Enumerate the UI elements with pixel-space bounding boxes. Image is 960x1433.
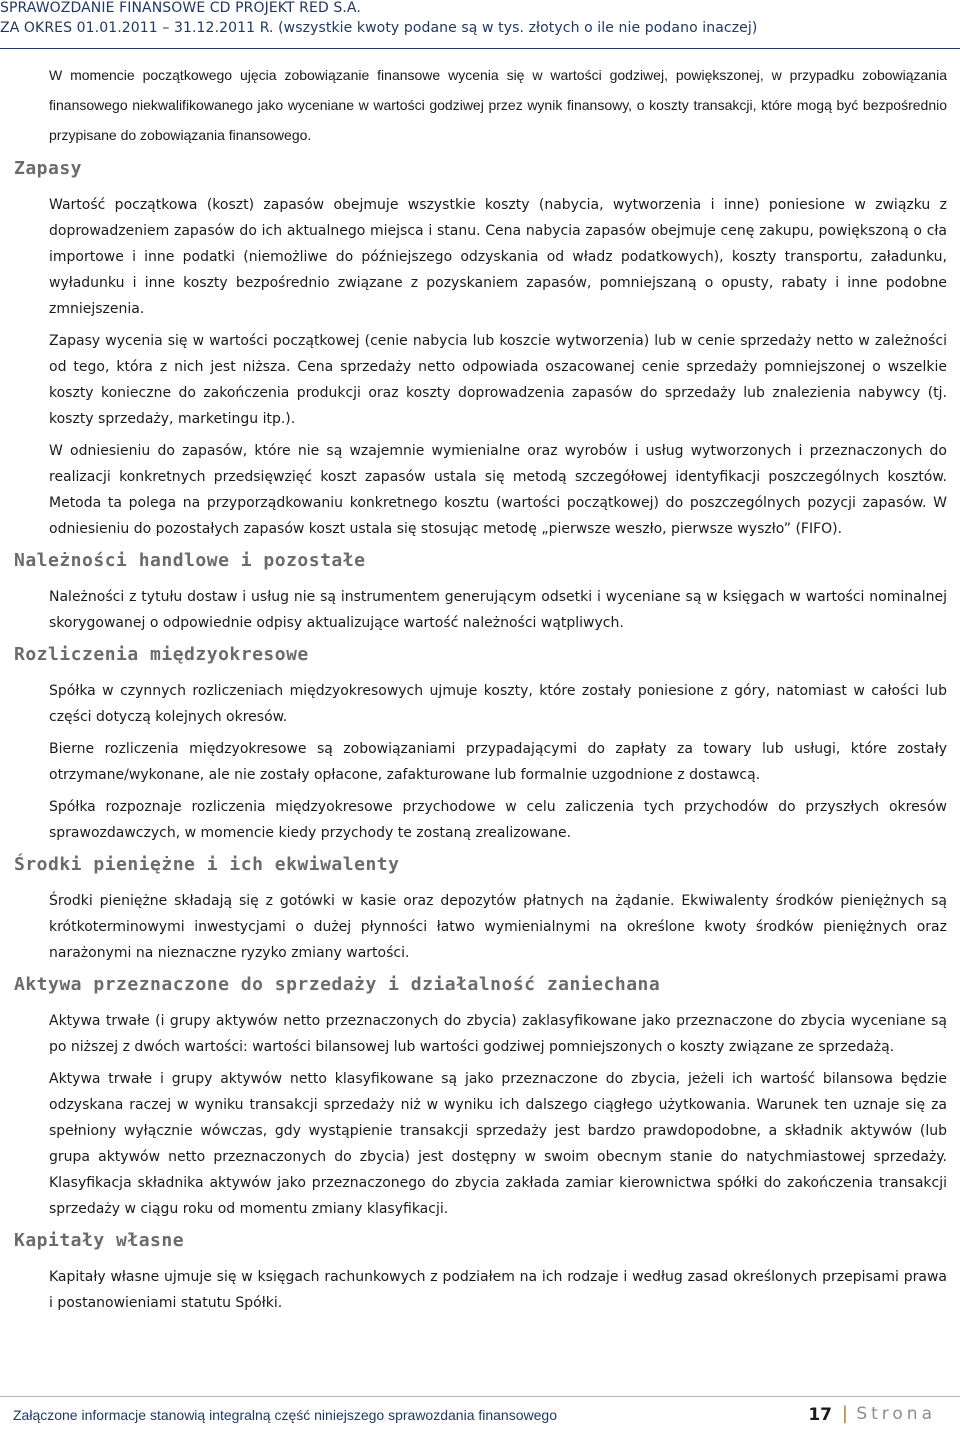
section-heading: Rozliczenia międzyokresowe — [14, 644, 309, 665]
paragraph: Aktywa trwałe i grupy aktywów netto klasyfikowane są jako przeznaczone do zbycia, jeżeli ich wartość bilansowa będzie odzyskana raczej w wyniku transakcji sprzedaży niż w wyniku ich dalszego ciągłego użytkowania. Warunek ten uznaje się za spełniony wyłącznie wówczas, gdy wystąpienie transakcji sprzedaży jest bardzo prawdopodobne, a składnik aktywów (lub grupa aktywów netto przeznaczonych do zbycia) jest dostępny w swoim obecnym stanie do natychmiastowej sprzedaży. Klasyfikacja składnika aktywów jako przeznaczonego do zbycia zakłada zamiar kierownictwa spółki do zakończenia transakcji sprzedaży w ciągu roku od momentu zmiany klasyfikacji. — [49, 1071, 947, 1217]
section-rozliczenia — [0, 642, 960, 846]
paragraph: Należności z tytułu dostaw i usług nie są instrumentem generującym odsetki i wyceniane są w księgach w wartości nominalnej skorygowanej o odpowiednie odpisy aktualizujące wartość należności wątpliwych. — [49, 589, 947, 631]
paragraph: Zapasy wycenia się w wartości początkowej (cenie nabycia lub koszcie wytworzenia) lub w cenie sprzedaży netto w zależności od tego, która z nich jest niższa. Cena sprzedaży netto odpowiada oszacowanej cenie sprzedaży pomniejszonej o wszelkie koszty konieczne do zakończenia produkcji oraz koszty doprowadzenia zapasów do sprzedaży lub znalezienia nabywcy (tj. koszty sprzedaży, marketingu itp.). — [49, 333, 947, 427]
section-srodki — [0, 852, 960, 966]
section-aktywa — [0, 972, 960, 1222]
page-header — [0, 0, 960, 49]
paragraph: W odniesieniu do zapasów, które nie są wzajemnie wymienialne oraz wyrobów i usług wytworzonych i przeznaczonych do realizacji konkretnych przedsięwzięć koszt zapasów ustala się metodą szczegółowej identyfikacji poszczególnych kosztów. Metoda ta polega na przyporządkowaniu konkretnego kosztu (wartości początkowej) do poszczególnych pozycji zapasów. W odniesieniu do pozostałych zapasów koszt ustala się stosując metodę „pierwsze weszło, pierwsze wyszło” (FIFO). — [49, 443, 947, 537]
section-heading: Zapasy — [14, 158, 83, 179]
page-body — [0, 60, 960, 1322]
section-zapasy — [0, 156, 960, 542]
section-heading: Środki pieniężne i ich ekwiwalenty — [14, 854, 400, 875]
footer-note: Załączone informacje stanowią integralną część niniejszego sprawozdania finansowego — [13, 1407, 557, 1423]
paragraph: Spółka w czynnych rozliczeniach międzyokresowych ujmuje koszty, które zostały poniesione z góry, natomiast w całości lub części dotyczą kolejnych okresów. — [49, 683, 947, 725]
paragraph: Środki pieniężne składają się z gotówki w kasie oraz depozytów płatnych na żądanie. Ekwiwalenty środków pieniężnych są krótkoterminowymi inwestycjami o dużej płynności łatwo wymienialnymi na określone kwoty środków pieniężnych oraz narażonymi na nieznaczne ryzyko zmiany wartości. — [49, 893, 947, 961]
paragraph: Wartość początkowa (koszt) zapasów obejmuje wszystkie koszty (nabycia, wytworzenia i inne) poniesione w związku z doprowadzeniem zapasów do ich aktualnego miejsca i stanu. Cena nabycia zapasów obejmuje cenę zakupu, powiększoną o cła importowe i inne podatki (niemożliwe do późniejszego odzyskania od władz podatkowych), koszty transportu, załadunku, wyładunku i inne koszty bezpośrednio związane z pozyskaniem zapasów, pomniejszaną o opusty, rabaty i inne podobne zmniejszenia. — [49, 197, 947, 317]
paragraph: Kapitały własne ujmuje się w księgach rachunkowych z podziałem na ich rodzaje i według zasad określonych przepisami prawa i postanowieniami statutu Spółki. — [49, 1269, 947, 1311]
intro-paragraph: W momencie początkowego ujęcia zobowiązanie finansowe wycenia się w wartości godziwej, powiększonej, w przypadku zobowiązania finansowego niekwalifikowanego jako wyceniane w wartości godziwej przez wynik finansowy, o koszty transakcji, które mogą być bezpośrednio przypisane do zobowiązania finansowego. — [49, 67, 947, 143]
page-label: Strona — [856, 1404, 936, 1424]
paragraph: Aktywa trwałe (i grupy aktywów netto przeznaczonych do zbycia) zaklasyfikowane jako przeznaczone do zbycia wyceniane są po niższej z dwóch wartości: wartości bilansowej lub wartości godziwej pomniejszonych o koszty związane ze sprzedażą. — [49, 1013, 947, 1055]
section-heading: Należności handlowe i pozostałe — [14, 550, 366, 571]
section-heading: Aktywa przeznaczone do sprzedaży i działalność zaniechana — [14, 974, 661, 995]
page-number: 17 — [808, 1405, 832, 1425]
section-naleznosci — [0, 548, 960, 636]
report-period: ZA OKRES 01.01.2011 – 31.12.2011 R. (wszystkie kwoty podane są w tys. złotych o ile nie podano inaczej) — [0, 20, 758, 36]
section-heading: Kapitały własne — [14, 1230, 185, 1251]
page-separator: | — [841, 1403, 848, 1424]
paragraph: Bierne rozliczenia międzyokresowe są zobowiązaniami przypadającymi do zapłaty za towary lub usługi, które zostały otrzymane/wykonane, ale nie zostały opłacone, zafakturowane lub formalnie uzgodnione z dostawcą. — [49, 741, 947, 783]
report-title: SPRAWOZDANIE FINANSOWE CD PROJEKT RED S.A. — [0, 0, 361, 16]
paragraph: Spółka rozpoznaje rozliczenia międzyokresowe przychodowe w celu zaliczenia tych przychodów do przyszłych okresów sprawozdawczych, w momencie kiedy przychody te zostaną zrealizowane. — [49, 799, 947, 841]
section-kapitaly — [0, 1228, 960, 1316]
page-footer — [0, 1396, 960, 1433]
